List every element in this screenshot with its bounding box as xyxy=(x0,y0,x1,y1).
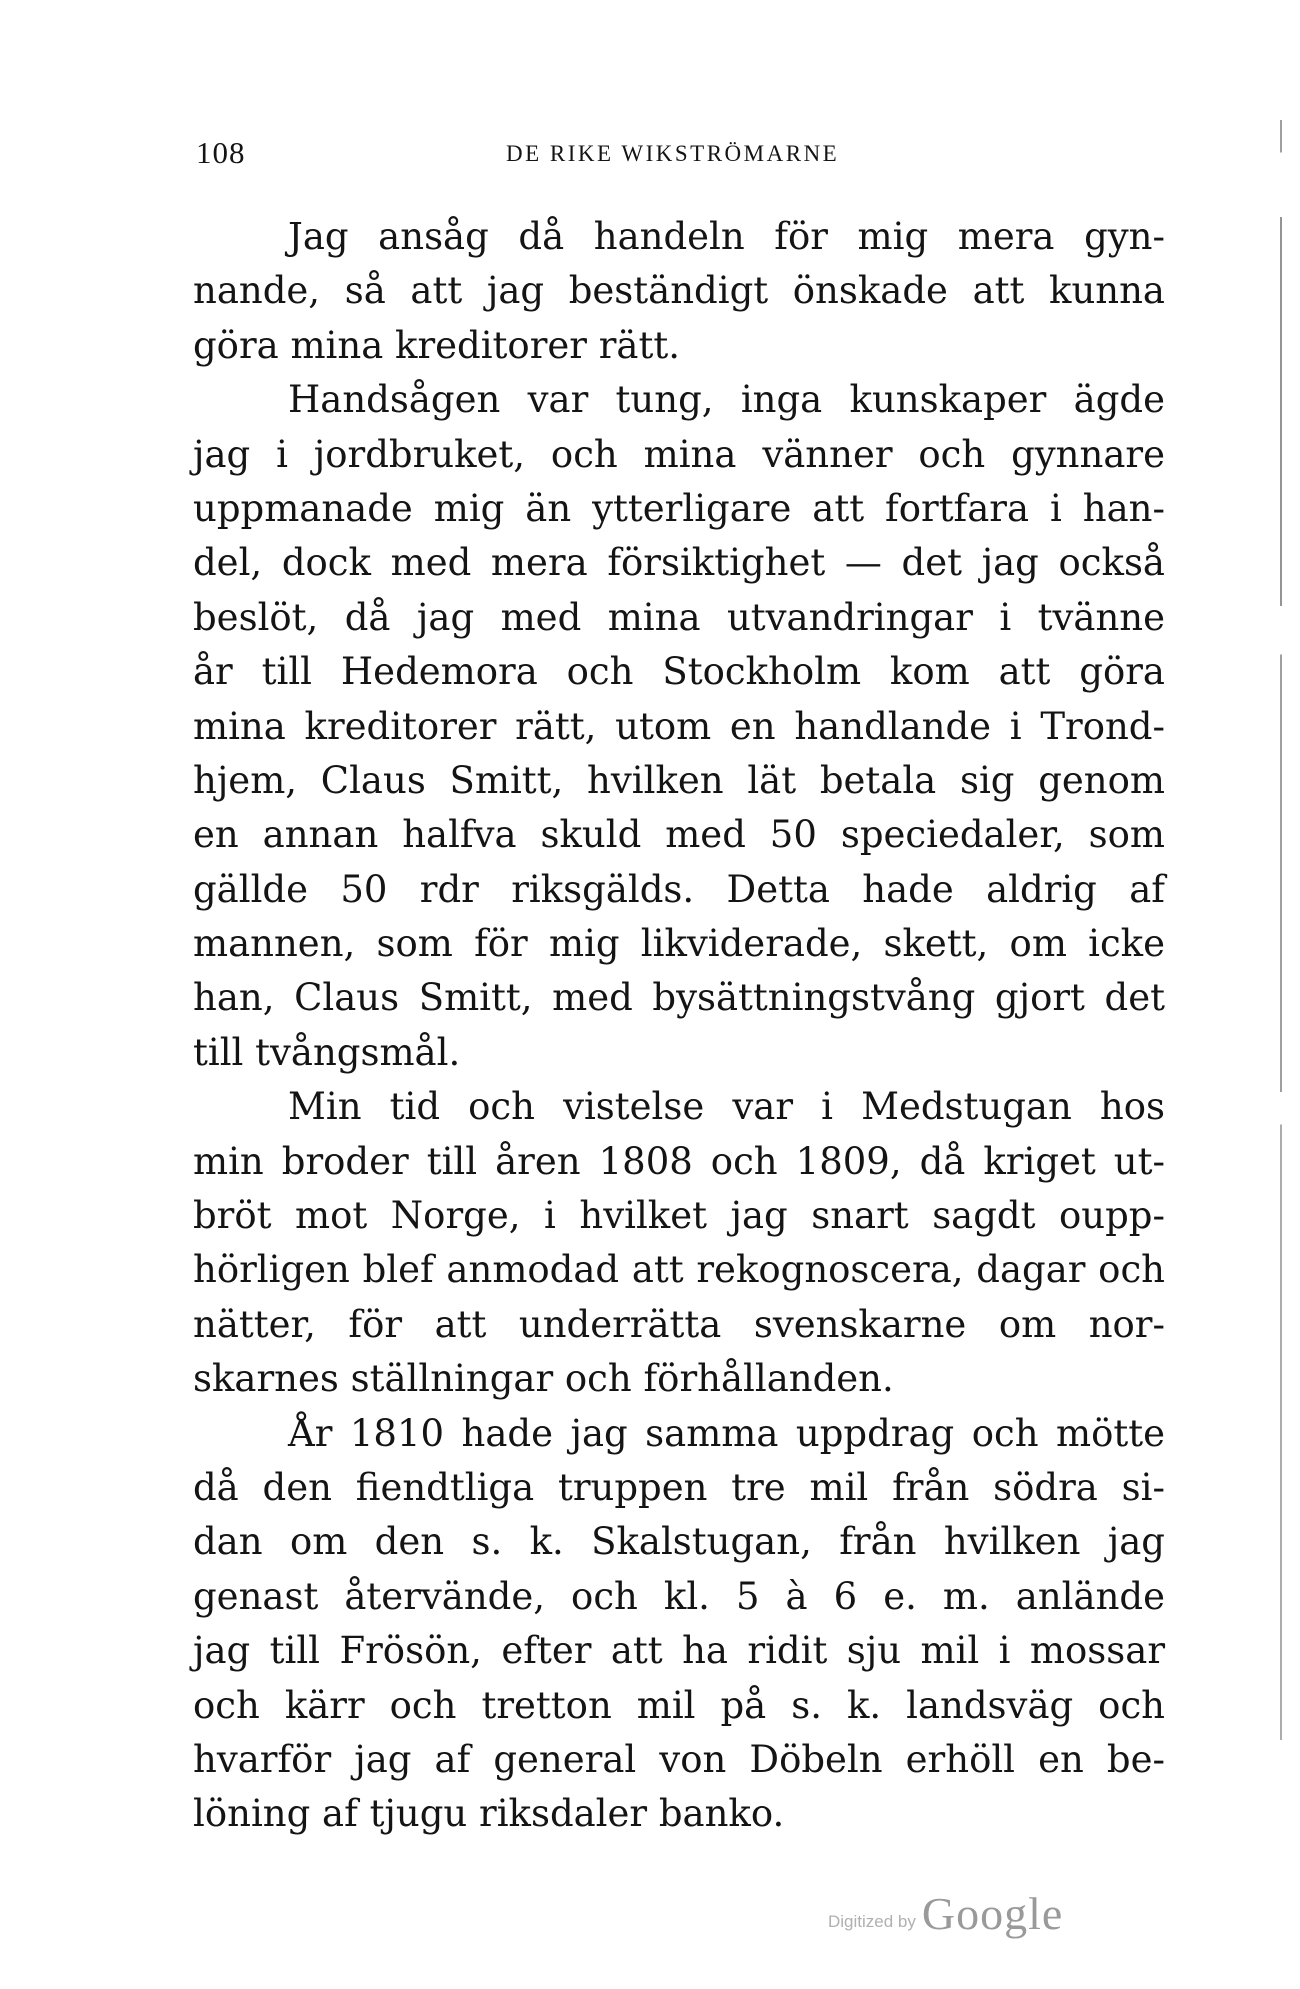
text-line: mannen, som för mig likviderade, skett, om icke xyxy=(193,922,1165,966)
text-line: hörligen blef anmodad att rekognoscera, dagar och xyxy=(193,1248,1165,1292)
text-line: min broder till åren 1808 och 1809, då kriget ut- xyxy=(193,1139,1165,1183)
text-line: en annan halfva skuld med 50 speciedaler, som xyxy=(193,813,1165,857)
body-text xyxy=(193,210,1165,1842)
text-line: då den fiendtliga truppen tre mil från södra si- xyxy=(193,1465,1165,1509)
text-line: och kärr och tretton mil på s. k. landsväg och xyxy=(193,1683,1165,1727)
text-line: genast återvände, och kl. 5 à 6 e. m. anlände xyxy=(193,1574,1165,1618)
google-logo: Google xyxy=(921,1888,1064,1939)
text-line: nande, så att jag beständigt önskade att kunna xyxy=(193,269,1165,313)
running-head: DE RIKE WIKSTRÖMARNE xyxy=(506,141,840,166)
text-line: Handsågen var tung, inga kunskaper ägde xyxy=(288,378,1165,422)
page-edge-shadow xyxy=(1280,120,1282,1740)
text-line: beslöt, då jag med mina utvandringar i tvänne xyxy=(193,595,1165,639)
digitized-watermark xyxy=(828,1890,1063,1940)
text-line: mina kreditorer rätt, utom en handlande i Trond- xyxy=(193,704,1165,748)
text-line: dan om den s. k. Skalstugan, från hvilken jag xyxy=(193,1520,1165,1564)
text-line: jag till Frösön, efter att ha ridit sju mil i mossar xyxy=(193,1629,1165,1673)
text-line: göra mina kreditorer rätt. xyxy=(193,323,680,367)
text-line: löning af tjugu riksdaler banko. xyxy=(193,1792,785,1836)
page-header xyxy=(196,135,1196,175)
text-line: Jag ansåg då handeln för mig mera gyn- xyxy=(288,215,1165,258)
text-line: hvarför jag af general von Döbeln erhöll en be- xyxy=(193,1737,1165,1781)
text-line: år till Hedemora och Stockholm kom att göra xyxy=(193,650,1165,694)
text-line: skarnes ställningar och förhållanden. xyxy=(193,1357,894,1401)
text-line: gällde 50 rdr riksgälds. Detta hade aldrig af xyxy=(193,867,1165,911)
text-line: hjem, Claus Smitt, hvilken lät betala sig genom xyxy=(193,758,1165,802)
digitized-by-label: Digitized by xyxy=(828,1912,916,1931)
text-line: bröt mot Norge, i hvilket jag snart sagdt oupp- xyxy=(193,1194,1165,1238)
text-line: År 1810 hade jag samma uppdrag och mötte xyxy=(288,1411,1165,1455)
text-line: till tvångsmål. xyxy=(193,1030,461,1074)
text-line: han, Claus Smitt, med bysättningstvång gjort det xyxy=(193,976,1165,1020)
text-line: Min tid och vistelse var i Medstugan hos xyxy=(288,1085,1165,1129)
text-line: jag i jordbruket, och mina vänner och gynnare xyxy=(193,432,1165,476)
text-line: uppmanade mig än ytterligare att fortfara i han- xyxy=(193,486,1165,530)
page-number: 108 xyxy=(196,135,246,170)
text-line: nätter, för att underrätta svenskarne om nor- xyxy=(193,1302,1165,1346)
text-line: del, dock med mera försiktighet — det jag också xyxy=(193,541,1165,585)
